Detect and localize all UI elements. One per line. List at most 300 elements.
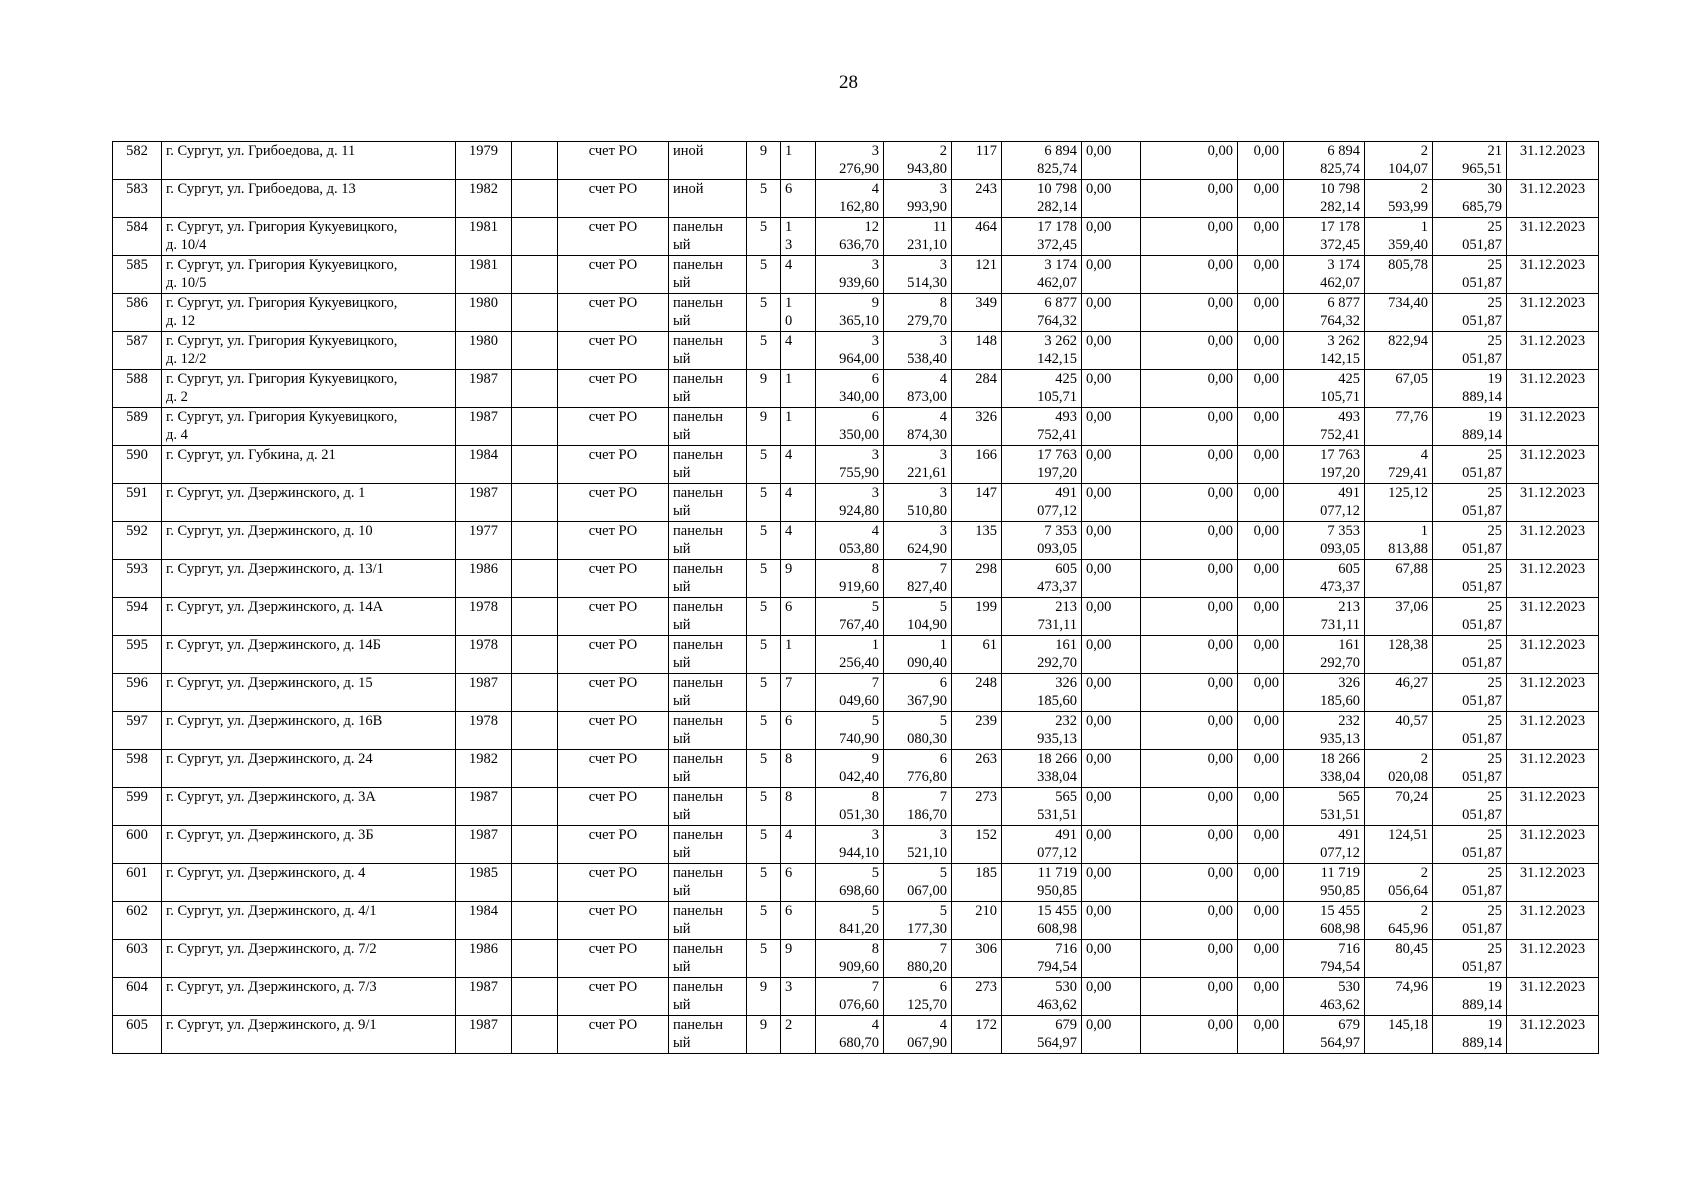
account-type-cell: счет РО: [558, 142, 669, 180]
residents-count-cell: 117: [952, 142, 1002, 180]
table-row: [113, 902, 1599, 940]
entrances-count-cell: 4: [781, 522, 816, 560]
completion-date-cell: 31.12.2023: [1507, 408, 1599, 446]
living-area-cell: 3 221,61: [884, 446, 952, 484]
max-unit-cost-cell: 25 051,87: [1433, 522, 1507, 560]
fund-federal-cell: 0,00: [1082, 370, 1141, 408]
fund-federal-cell: 0,00: [1082, 826, 1141, 864]
address-cell: г. Сургут, ул. Дзержинского, д. 1: [162, 484, 456, 522]
fund-regional-cell: 0,00: [1141, 370, 1238, 408]
wall-material-cell: панельн ый: [669, 978, 747, 1016]
owners-funds-cell: 6 894 825,74: [1284, 142, 1365, 180]
completion-date-cell: 31.12.2023: [1507, 1016, 1599, 1054]
empty-cell-cell: [512, 560, 558, 598]
account-type-cell: счет РО: [558, 522, 669, 560]
total-cost-cell: 232 935,13: [1002, 712, 1082, 750]
completion-date-cell: 31.12.2023: [1507, 750, 1599, 788]
account-type-cell: счет РО: [558, 370, 669, 408]
fund-regional-cell: 0,00: [1141, 446, 1238, 484]
address-cell: г. Сургут, ул. Дзержинского, д. 14Б: [162, 636, 456, 674]
fund-federal-cell: 0,00: [1082, 560, 1141, 598]
unit-cost-cell: 734,40: [1365, 294, 1433, 332]
unit-cost-cell: 2 056,64: [1365, 864, 1433, 902]
fund-regional-cell: 0,00: [1141, 142, 1238, 180]
address-cell: г. Сургут, ул. Григория Кукуевицкого, д. 2: [162, 370, 456, 408]
row-number-cell: 591: [113, 484, 162, 522]
completion-date-cell: 31.12.2023: [1507, 332, 1599, 370]
wall-material-cell: панельн ый: [669, 636, 747, 674]
row-number-cell: 597: [113, 712, 162, 750]
table-row: [113, 978, 1599, 1016]
entrances-count-cell: 6: [781, 180, 816, 218]
empty-cell-cell: [512, 940, 558, 978]
total-cost-cell: 326 185,60: [1002, 674, 1082, 712]
max-unit-cost-cell: 25 051,87: [1433, 712, 1507, 750]
address-cell: г. Сургут, ул. Губкина, д. 21: [162, 446, 456, 484]
total-area-cell: 5 698,60: [816, 864, 884, 902]
fund-local-cell: 0,00: [1238, 674, 1284, 712]
total-cost-cell: 605 473,37: [1002, 560, 1082, 598]
floors-count-cell: 9: [747, 370, 781, 408]
unit-cost-cell: 67,05: [1365, 370, 1433, 408]
total-cost-cell: 15 455 608,98: [1002, 902, 1082, 940]
entrances-count-cell: 4: [781, 826, 816, 864]
max-unit-cost-cell: 25 051,87: [1433, 256, 1507, 294]
address-cell: г. Сургут, ул. Дзержинского, д. 24: [162, 750, 456, 788]
address-cell: г. Сургут, ул. Дзержинского, д. 3Б: [162, 826, 456, 864]
address-cell: г. Сургут, ул. Грибоедова, д. 13: [162, 180, 456, 218]
living-area-cell: 6 125,70: [884, 978, 952, 1016]
max-unit-cost-cell: 19 889,14: [1433, 978, 1507, 1016]
floors-count-cell: 5: [747, 484, 781, 522]
entrances-count-cell: 1: [781, 408, 816, 446]
fund-local-cell: 0,00: [1238, 332, 1284, 370]
living-area-cell: 4 067,90: [884, 1016, 952, 1054]
fund-federal-cell: 0,00: [1082, 142, 1141, 180]
table-row: [113, 218, 1599, 256]
unit-cost-cell: 124,51: [1365, 826, 1433, 864]
max-unit-cost-cell: 25 051,87: [1433, 446, 1507, 484]
row-number-cell: 588: [113, 370, 162, 408]
wall-material-cell: панельн ый: [669, 408, 747, 446]
table-row: [113, 446, 1599, 484]
wall-material-cell: панельн ый: [669, 446, 747, 484]
empty-cell-cell: [512, 864, 558, 902]
entrances-count-cell: 1: [781, 142, 816, 180]
unit-cost-cell: 80,45: [1365, 940, 1433, 978]
living-area-cell: 7 827,40: [884, 560, 952, 598]
account-type-cell: счет РО: [558, 978, 669, 1016]
wall-material-cell: панельн ый: [669, 826, 747, 864]
fund-local-cell: 0,00: [1238, 978, 1284, 1016]
max-unit-cost-cell: 25 051,87: [1433, 218, 1507, 256]
row-number-cell: 601: [113, 864, 162, 902]
year-built-cell: 1987: [456, 674, 512, 712]
fund-federal-cell: 0,00: [1082, 256, 1141, 294]
total-area-cell: 1 256,40: [816, 636, 884, 674]
residents-count-cell: 148: [952, 332, 1002, 370]
entrances-count-cell: 6: [781, 598, 816, 636]
fund-local-cell: 0,00: [1238, 180, 1284, 218]
registry-body: [113, 142, 1599, 1054]
table-row: [113, 750, 1599, 788]
empty-cell-cell: [512, 256, 558, 294]
unit-cost-cell: 77,76: [1365, 408, 1433, 446]
entrances-count-cell: 4: [781, 446, 816, 484]
address-cell: г. Сургут, ул. Дзержинского, д. 3А: [162, 788, 456, 826]
living-area-cell: 11 231,10: [884, 218, 952, 256]
living-area-cell: 6 776,80: [884, 750, 952, 788]
address-cell: г. Сургут, ул. Дзержинского, д. 15: [162, 674, 456, 712]
living-area-cell: 2 943,80: [884, 142, 952, 180]
floors-count-cell: 5: [747, 902, 781, 940]
entrances-count-cell: 9: [781, 940, 816, 978]
owners-funds-cell: 18 266 338,04: [1284, 750, 1365, 788]
total-area-cell: 5 841,20: [816, 902, 884, 940]
account-type-cell: счет РО: [558, 408, 669, 446]
fund-local-cell: 0,00: [1238, 142, 1284, 180]
total-cost-cell: 491 077,12: [1002, 826, 1082, 864]
table-row: [113, 940, 1599, 978]
max-unit-cost-cell: 25 051,87: [1433, 332, 1507, 370]
fund-regional-cell: 0,00: [1141, 408, 1238, 446]
entrances-count-cell: 8: [781, 750, 816, 788]
total-cost-cell: 17 178 372,45: [1002, 218, 1082, 256]
wall-material-cell: панельн ый: [669, 674, 747, 712]
total-area-cell: 5 740,90: [816, 712, 884, 750]
table-row: [113, 332, 1599, 370]
owners-funds-cell: 7 353 093,05: [1284, 522, 1365, 560]
fund-local-cell: 0,00: [1238, 484, 1284, 522]
entrances-count-cell: 4: [781, 332, 816, 370]
empty-cell-cell: [512, 142, 558, 180]
total-area-cell: 3 276,90: [816, 142, 884, 180]
total-area-cell: 3 924,80: [816, 484, 884, 522]
owners-funds-cell: 493 752,41: [1284, 408, 1365, 446]
fund-regional-cell: 0,00: [1141, 256, 1238, 294]
residents-count-cell: 263: [952, 750, 1002, 788]
total-cost-cell: 11 719 950,85: [1002, 864, 1082, 902]
completion-date-cell: 31.12.2023: [1507, 598, 1599, 636]
fund-federal-cell: 0,00: [1082, 788, 1141, 826]
total-area-cell: 7 049,60: [816, 674, 884, 712]
address-cell: г. Сургут, ул. Григория Кукуевицкого, д. 10/5: [162, 256, 456, 294]
table-row: [113, 712, 1599, 750]
fund-local-cell: 0,00: [1238, 560, 1284, 598]
wall-material-cell: панельн ый: [669, 294, 747, 332]
total-area-cell: 4 053,80: [816, 522, 884, 560]
year-built-cell: 1981: [456, 218, 512, 256]
entrances-count-cell: 1: [781, 370, 816, 408]
account-type-cell: счет РО: [558, 218, 669, 256]
owners-funds-cell: 491 077,12: [1284, 826, 1365, 864]
table-row: [113, 142, 1599, 180]
completion-date-cell: 31.12.2023: [1507, 902, 1599, 940]
fund-federal-cell: 0,00: [1082, 180, 1141, 218]
max-unit-cost-cell: 25 051,87: [1433, 484, 1507, 522]
empty-cell-cell: [512, 218, 558, 256]
living-area-cell: 7 880,20: [884, 940, 952, 978]
completion-date-cell: 31.12.2023: [1507, 142, 1599, 180]
empty-cell-cell: [512, 484, 558, 522]
entrances-count-cell: 1: [781, 636, 816, 674]
empty-cell-cell: [512, 750, 558, 788]
account-type-cell: счет РО: [558, 446, 669, 484]
residents-count-cell: 298: [952, 560, 1002, 598]
entrances-count-cell: 8: [781, 788, 816, 826]
total-area-cell: 8 909,60: [816, 940, 884, 978]
year-built-cell: 1985: [456, 864, 512, 902]
living-area-cell: 5 104,90: [884, 598, 952, 636]
empty-cell-cell: [512, 1016, 558, 1054]
owners-funds-cell: 3 262 142,15: [1284, 332, 1365, 370]
total-cost-cell: 6 877 764,32: [1002, 294, 1082, 332]
unit-cost-cell: 46,27: [1365, 674, 1433, 712]
living-area-cell: 4 873,00: [884, 370, 952, 408]
max-unit-cost-cell: 25 051,87: [1433, 902, 1507, 940]
row-number-cell: 598: [113, 750, 162, 788]
year-built-cell: 1978: [456, 598, 512, 636]
fund-regional-cell: 0,00: [1141, 636, 1238, 674]
fund-federal-cell: 0,00: [1082, 636, 1141, 674]
empty-cell-cell: [512, 788, 558, 826]
floors-count-cell: 5: [747, 180, 781, 218]
fund-federal-cell: 0,00: [1082, 484, 1141, 522]
owners-funds-cell: 716 794,54: [1284, 940, 1365, 978]
fund-regional-cell: 0,00: [1141, 522, 1238, 560]
completion-date-cell: 31.12.2023: [1507, 256, 1599, 294]
total-cost-cell: 18 266 338,04: [1002, 750, 1082, 788]
wall-material-cell: панельн ый: [669, 712, 747, 750]
fund-local-cell: 0,00: [1238, 902, 1284, 940]
address-cell: г. Сургут, ул. Дзержинского, д. 9/1: [162, 1016, 456, 1054]
fund-regional-cell: 0,00: [1141, 294, 1238, 332]
living-area-cell: 5 080,30: [884, 712, 952, 750]
empty-cell-cell: [512, 446, 558, 484]
entrances-count-cell: 1 0: [781, 294, 816, 332]
address-cell: г. Сургут, ул. Грибоедова, д. 11: [162, 142, 456, 180]
empty-cell-cell: [512, 180, 558, 218]
unit-cost-cell: 2 645,96: [1365, 902, 1433, 940]
total-area-cell: 6 340,00: [816, 370, 884, 408]
residents-count-cell: 152: [952, 826, 1002, 864]
year-built-cell: 1987: [456, 826, 512, 864]
row-number-cell: 595: [113, 636, 162, 674]
year-built-cell: 1987: [456, 1016, 512, 1054]
account-type-cell: счет РО: [558, 1016, 669, 1054]
table-row: [113, 826, 1599, 864]
floors-count-cell: 9: [747, 142, 781, 180]
completion-date-cell: 31.12.2023: [1507, 446, 1599, 484]
address-cell: г. Сургут, ул. Дзержинского, д. 4: [162, 864, 456, 902]
floors-count-cell: 9: [747, 1016, 781, 1054]
address-cell: г. Сургут, ул. Дзержинского, д. 14А: [162, 598, 456, 636]
empty-cell-cell: [512, 522, 558, 560]
total-cost-cell: 161 292,70: [1002, 636, 1082, 674]
wall-material-cell: панельн ый: [669, 940, 747, 978]
empty-cell-cell: [512, 902, 558, 940]
total-cost-cell: 425 105,71: [1002, 370, 1082, 408]
wall-material-cell: панельн ый: [669, 864, 747, 902]
fund-local-cell: 0,00: [1238, 864, 1284, 902]
living-area-cell: 1 090,40: [884, 636, 952, 674]
completion-date-cell: 31.12.2023: [1507, 978, 1599, 1016]
total-area-cell: 3 939,60: [816, 256, 884, 294]
unit-cost-cell: 4 729,41: [1365, 446, 1433, 484]
residents-count-cell: 199: [952, 598, 1002, 636]
total-cost-cell: 493 752,41: [1002, 408, 1082, 446]
owners-funds-cell: 10 798 282,14: [1284, 180, 1365, 218]
entrances-count-cell: 9: [781, 560, 816, 598]
residents-count-cell: 147: [952, 484, 1002, 522]
residents-count-cell: 172: [952, 1016, 1002, 1054]
owners-funds-cell: 605 473,37: [1284, 560, 1365, 598]
total-area-cell: 9 365,10: [816, 294, 884, 332]
fund-regional-cell: 0,00: [1141, 978, 1238, 1016]
address-cell: г. Сургут, ул. Григория Кукуевицкого, д. 12: [162, 294, 456, 332]
fund-federal-cell: 0,00: [1082, 294, 1141, 332]
row-number-cell: 594: [113, 598, 162, 636]
total-area-cell: 3 755,90: [816, 446, 884, 484]
floors-count-cell: 5: [747, 332, 781, 370]
row-number-cell: 590: [113, 446, 162, 484]
row-number-cell: 604: [113, 978, 162, 1016]
residents-count-cell: 306: [952, 940, 1002, 978]
completion-date-cell: 31.12.2023: [1507, 788, 1599, 826]
unit-cost-cell: 70,24: [1365, 788, 1433, 826]
table-row: [113, 864, 1599, 902]
fund-federal-cell: 0,00: [1082, 446, 1141, 484]
unit-cost-cell: 2 020,08: [1365, 750, 1433, 788]
living-area-cell: 3 993,90: [884, 180, 952, 218]
completion-date-cell: 31.12.2023: [1507, 940, 1599, 978]
living-area-cell: 5 067,00: [884, 864, 952, 902]
total-cost-cell: 3 262 142,15: [1002, 332, 1082, 370]
row-number-cell: 584: [113, 218, 162, 256]
living-area-cell: 8 279,70: [884, 294, 952, 332]
residents-count-cell: 326: [952, 408, 1002, 446]
row-number-cell: 602: [113, 902, 162, 940]
fund-local-cell: 0,00: [1238, 636, 1284, 674]
entrances-count-cell: 3: [781, 978, 816, 1016]
max-unit-cost-cell: 19 889,14: [1433, 1016, 1507, 1054]
floors-count-cell: 5: [747, 598, 781, 636]
account-type-cell: счет РО: [558, 636, 669, 674]
table-row: [113, 370, 1599, 408]
wall-material-cell: панельн ый: [669, 560, 747, 598]
unit-cost-cell: 125,12: [1365, 484, 1433, 522]
total-area-cell: 9 042,40: [816, 750, 884, 788]
year-built-cell: 1987: [456, 370, 512, 408]
unit-cost-cell: 40,57: [1365, 712, 1433, 750]
address-cell: г. Сургут, ул. Дзержинского, д. 7/3: [162, 978, 456, 1016]
unit-cost-cell: 67,88: [1365, 560, 1433, 598]
fund-regional-cell: 0,00: [1141, 826, 1238, 864]
living-area-cell: 4 874,30: [884, 408, 952, 446]
unit-cost-cell: 805,78: [1365, 256, 1433, 294]
table-row: [113, 560, 1599, 598]
account-type-cell: счет РО: [558, 294, 669, 332]
year-built-cell: 1977: [456, 522, 512, 560]
fund-federal-cell: 0,00: [1082, 674, 1141, 712]
empty-cell-cell: [512, 712, 558, 750]
completion-date-cell: 31.12.2023: [1507, 864, 1599, 902]
address-cell: г. Сургут, ул. Дзержинского, д. 7/2: [162, 940, 456, 978]
floors-count-cell: 9: [747, 408, 781, 446]
account-type-cell: счет РО: [558, 332, 669, 370]
owners-funds-cell: 326 185,60: [1284, 674, 1365, 712]
residents-count-cell: 464: [952, 218, 1002, 256]
page-number: 28: [839, 72, 858, 93]
max-unit-cost-cell: 25 051,87: [1433, 750, 1507, 788]
max-unit-cost-cell: 25 051,87: [1433, 940, 1507, 978]
fund-federal-cell: 0,00: [1082, 978, 1141, 1016]
table-row: [113, 180, 1599, 218]
completion-date-cell: 31.12.2023: [1507, 674, 1599, 712]
table-row: [113, 598, 1599, 636]
account-type-cell: счет РО: [558, 940, 669, 978]
account-type-cell: счет РО: [558, 788, 669, 826]
fund-regional-cell: 0,00: [1141, 864, 1238, 902]
fund-regional-cell: 0,00: [1141, 940, 1238, 978]
table-row: [113, 788, 1599, 826]
residents-count-cell: 61: [952, 636, 1002, 674]
empty-cell-cell: [512, 598, 558, 636]
max-unit-cost-cell: 25 051,87: [1433, 560, 1507, 598]
housing-registry-table: [112, 141, 1599, 1054]
wall-material-cell: панельн ый: [669, 370, 747, 408]
account-type-cell: счет РО: [558, 712, 669, 750]
owners-funds-cell: 232 935,13: [1284, 712, 1365, 750]
account-type-cell: счет РО: [558, 180, 669, 218]
max-unit-cost-cell: 25 051,87: [1433, 826, 1507, 864]
wall-material-cell: панельн ый: [669, 218, 747, 256]
floors-count-cell: 5: [747, 750, 781, 788]
fund-local-cell: 0,00: [1238, 522, 1284, 560]
owners-funds-cell: 15 455 608,98: [1284, 902, 1365, 940]
year-built-cell: 1987: [456, 978, 512, 1016]
wall-material-cell: иной: [669, 180, 747, 218]
entrances-count-cell: 6: [781, 864, 816, 902]
table-row: [113, 674, 1599, 712]
living-area-cell: 3 624,90: [884, 522, 952, 560]
residents-count-cell: 185: [952, 864, 1002, 902]
total-area-cell: 3 944,10: [816, 826, 884, 864]
total-cost-cell: 565 531,51: [1002, 788, 1082, 826]
living-area-cell: 3 521,10: [884, 826, 952, 864]
unit-cost-cell: 128,38: [1365, 636, 1433, 674]
completion-date-cell: 31.12.2023: [1507, 826, 1599, 864]
unit-cost-cell: 74,96: [1365, 978, 1433, 1016]
empty-cell-cell: [512, 674, 558, 712]
fund-local-cell: 0,00: [1238, 408, 1284, 446]
entrances-count-cell: 6: [781, 712, 816, 750]
table-row: [113, 408, 1599, 446]
owners-funds-cell: 425 105,71: [1284, 370, 1365, 408]
floors-count-cell: 5: [747, 636, 781, 674]
total-cost-cell: 679 564,97: [1002, 1016, 1082, 1054]
row-number-cell: 582: [113, 142, 162, 180]
fund-regional-cell: 0,00: [1141, 560, 1238, 598]
wall-material-cell: панельн ый: [669, 256, 747, 294]
total-area-cell: 8 919,60: [816, 560, 884, 598]
residents-count-cell: 273: [952, 978, 1002, 1016]
max-unit-cost-cell: 30 685,79: [1433, 180, 1507, 218]
total-area-cell: 4 680,70: [816, 1016, 884, 1054]
owners-funds-cell: 213 731,11: [1284, 598, 1365, 636]
total-area-cell: 5 767,40: [816, 598, 884, 636]
wall-material-cell: панельн ый: [669, 1016, 747, 1054]
